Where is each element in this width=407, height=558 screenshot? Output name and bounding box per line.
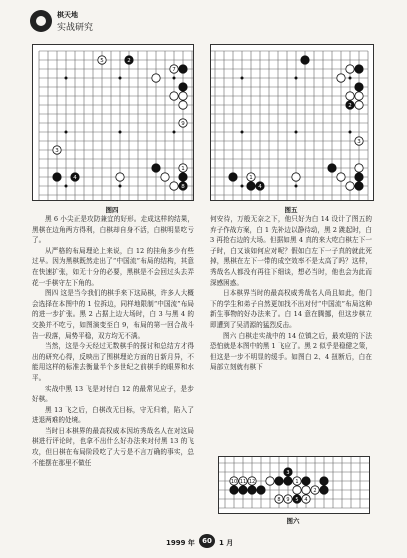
paragraph: 实战中黑 13 飞是对付白 12 的最常见应子，是步好棋。 — [32, 384, 194, 404]
svg-text:2: 2 — [348, 103, 352, 109]
svg-text:7: 7 — [172, 67, 176, 73]
svg-text:2: 2 — [127, 58, 131, 64]
svg-text:8: 8 — [181, 184, 185, 190]
paragraph: 从严格的布局理论上来说，白 12 的挂角多少有些过早。因为黑棋既然走出了“中国流”布局的结构，其意在快速扩张，如无十分的必要，黑棋是不会回过头去弄花一手棋守左下角的。 — [32, 246, 194, 287]
figure-4-caption: 图四 — [105, 206, 119, 214]
svg-text:9: 9 — [181, 121, 185, 127]
magazine-logo — [30, 10, 52, 32]
board-diagram-6 — [219, 457, 369, 513]
go-board-figure-4 — [32, 44, 194, 201]
footer-year: 1999 年 — [166, 539, 195, 547]
page-number: 60 — [199, 534, 215, 548]
go-board-figure-6 — [218, 456, 370, 514]
paragraph: 日本棋界当时的最高权威秀哉名人尚且如此，他门下的学生和弟子自然更加找不出对付“中国流”布局这种新生事物的好办法来了。白 14 意在腾挪，但这步棋立即遭到了吴清源的猛烈反击。 — [210, 289, 372, 329]
svg-text:4: 4 — [73, 175, 77, 181]
board-diagram-4 — [33, 45, 193, 200]
go-board-figure-5 — [210, 44, 374, 201]
paragraph: 黑 6 小尖正是攻防兼宜的好形。走成这样的结果，黑棋在边角两方得利，白棋却自身不活，白棋明显吃亏了。 — [32, 215, 194, 245]
section-title: 实战研究 — [57, 23, 94, 33]
svg-text:1: 1 — [295, 479, 299, 485]
page-header — [30, 10, 390, 40]
svg-text:12: 12 — [248, 479, 256, 485]
svg-text:3: 3 — [357, 139, 361, 145]
magazine-name: 棋天地 — [57, 11, 78, 19]
paragraph: 何安待，万般无奈之下，他只好为白 14 设计了图五的弃子作战方案，白 1 先补边以静待动，黑 2 跳起时，白 3 再抢右边的大场。但据如黑 4 真的来大吃白棋左下一子时，白又该如何应对呢？假如白左下一子真的就此死掉，黑棋在左下一带的成空效率不是太高了吗？这样，秀哉名人都没有再往下细谈，想必当时，他也会为此而深感困惑。 — [210, 215, 372, 287]
figure-6-caption: 图六 — [286, 517, 300, 525]
svg-text:4: 4 — [258, 184, 262, 190]
left-text-column — [32, 214, 194, 468]
svg-text:4: 4 — [304, 497, 308, 503]
footer-month: 1 月 — [219, 539, 234, 547]
right-text-column — [210, 214, 372, 373]
paragraph: 图四 这是当今我们的棋手来下这局棋，许多人大概会选择在本图中的 1 位拆边，同样地限制“中国流”布局的进一步扩张。黑 2 占据上边大场时，白 3 与黑 4 的交换并不吃亏，如图演变至白 9，布局的第一回合战斗告一段落，局势平稳，双方均无不满。 — [32, 289, 194, 340]
svg-text:5: 5 — [295, 497, 299, 503]
paragraph: 当然，这是今天经过无数棋手的探讨和总结方才得出的研究心得，反映出了围棋理论方面的日新月异，不能用这样的标准去衡量半个多世纪之前棋手的眼界和水平。 — [32, 342, 194, 382]
svg-text:10: 10 — [230, 479, 238, 485]
svg-text:1: 1 — [249, 175, 253, 181]
svg-text:3: 3 — [286, 470, 290, 476]
svg-text:1: 1 — [181, 166, 185, 172]
svg-text:8: 8 — [277, 497, 281, 503]
board-diagram-5 — [211, 45, 373, 200]
paragraph: 黑 13 飞之后，白棋改无目标，守无归着，陷入了进退两难的处境。 — [32, 405, 194, 425]
svg-text:11: 11 — [239, 479, 247, 485]
paragraph: 当时日本棋界的最高权威本因坊秀哉名人在对这局棋进行评论时，也拿不出什么好办法来对付黑 13 的飞攻，但日棋在布局阶段吃了大亏是不言万确的事实，总不能摆在那里不做任 — [32, 426, 194, 467]
paragraph: 图六 白棋走实战中的 14 位镇之后，最欢迎的下法恐怕就是本图中的黑 1 飞应了。黑 2 似乎是稳健之策，但这是一步不明显的缓手。如图白 2、4 扭断后，白在局部立刻就有棋下 — [210, 331, 372, 372]
svg-text:9: 9 — [286, 497, 290, 503]
svg-text:2: 2 — [313, 488, 317, 494]
svg-text:5: 5 — [100, 58, 104, 64]
svg-text:3: 3 — [55, 148, 59, 154]
page-footer — [0, 532, 407, 552]
figure-5-caption: 图五 — [284, 206, 298, 214]
